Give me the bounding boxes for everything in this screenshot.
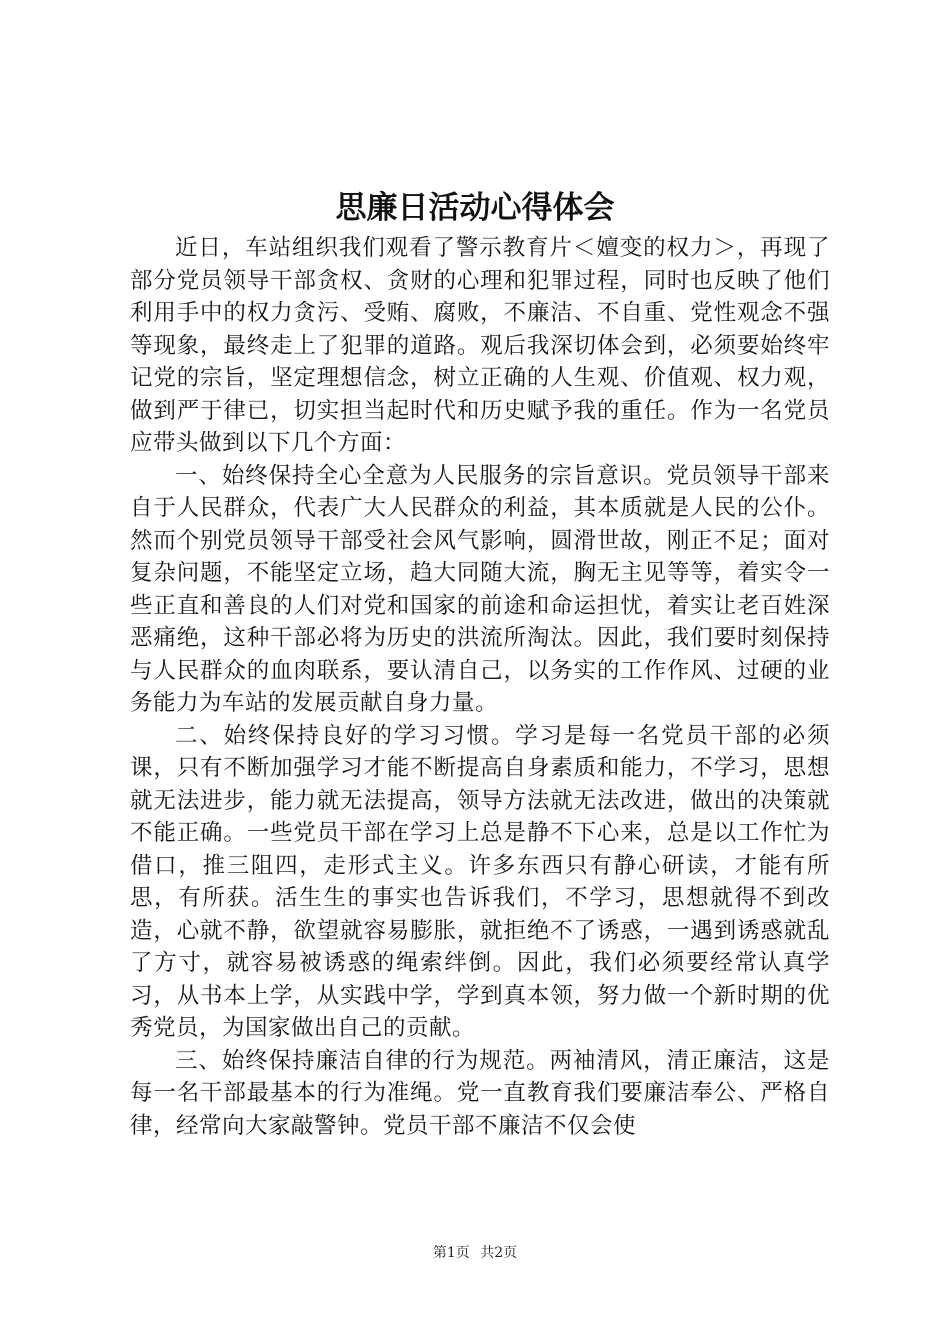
page-footer xyxy=(0,1243,950,1263)
paragraph-two: 二、始终保持良好的学习习惯。学习是每一名党员干部的必须课，只有不断加强学习才能不断提高自身素质和能力，不学习，思想就无法进步，能力就无法提高，领导方法就无法改进，做出的决策就不能正确。一些党员干部在学习上总是静不下心来，总是以工作忙为借口，推三阻四，走形式主义。许多东西只有静心研读，才能有所思，有所获。活生生的事实也告诉我们，不学习，思想就得不到改造，心就不静，欲望就容易膨胀，就拒绝不了诱惑，一遇到诱惑就乱了方寸，就容易被诱惑的绳索绊倒。因此，我们必须要经常认真学习，从书本上学，从实践中学，学到真本领，努力做一个新时期的优秀党员，为国家做出自己的贡献。 xyxy=(130,722,830,1041)
document-title: 思廉日活动心得体会 xyxy=(335,190,615,226)
paragraph-one: 一、始终保持全心全意为人民服务的宗旨意识。党员领导干部来自于人民群众，代表广大人民群众的利益，其本质就是人民的公仆。然而个别党员领导干部受社会风气影响，圆滑世故，刚正不足；面对复杂问题，不能坚定立场，趋大同随大流，胸无主见等等，着实令一些正直和善良的人们对党和国家的前途和命运担忧，着实让老百姓深恶痛绝，这种干部必将为历史的洪流所淘汰。因此，我们要时刻保持与人民群众的血肉联系，要认清自己，以务实的工作作风、过硬的业务能力为车站的发展贡献自身力量。 xyxy=(130,462,830,716)
document-body xyxy=(130,232,830,1142)
page-total: 共2页 xyxy=(480,1245,518,1261)
paragraph-three: 三、始终保持廉洁自律的行为规范。两袖清风，清正廉洁，这是每一名干部最基本的行为准绳。党一直教育我们要廉洁奉公、严格自律，经常向大家敲警钟。党员干部不廉洁不仅会使 xyxy=(130,1047,830,1139)
paragraph-intro: 近日，车站组织我们观看了警示教育片＜嬗变的权力＞，再现了部分党员领导干部贪权、贪财的心理和犯罪过程，同时也反映了他们利用手中的权力贪污、受贿、腐败，不廉洁、不自重、党性观念不强等现象，最终走上了犯罪的道路。观后我深切体会到，必须要始终牢记党的宗旨，坚定理想信念，树立正确的人生观、价值观、权力观，做到严于律已，切实担当起时代和历史赋予我的重任。作为一名党员应带头做到以下几个方面： xyxy=(130,235,830,456)
page-number: 第1页 xyxy=(432,1245,470,1261)
